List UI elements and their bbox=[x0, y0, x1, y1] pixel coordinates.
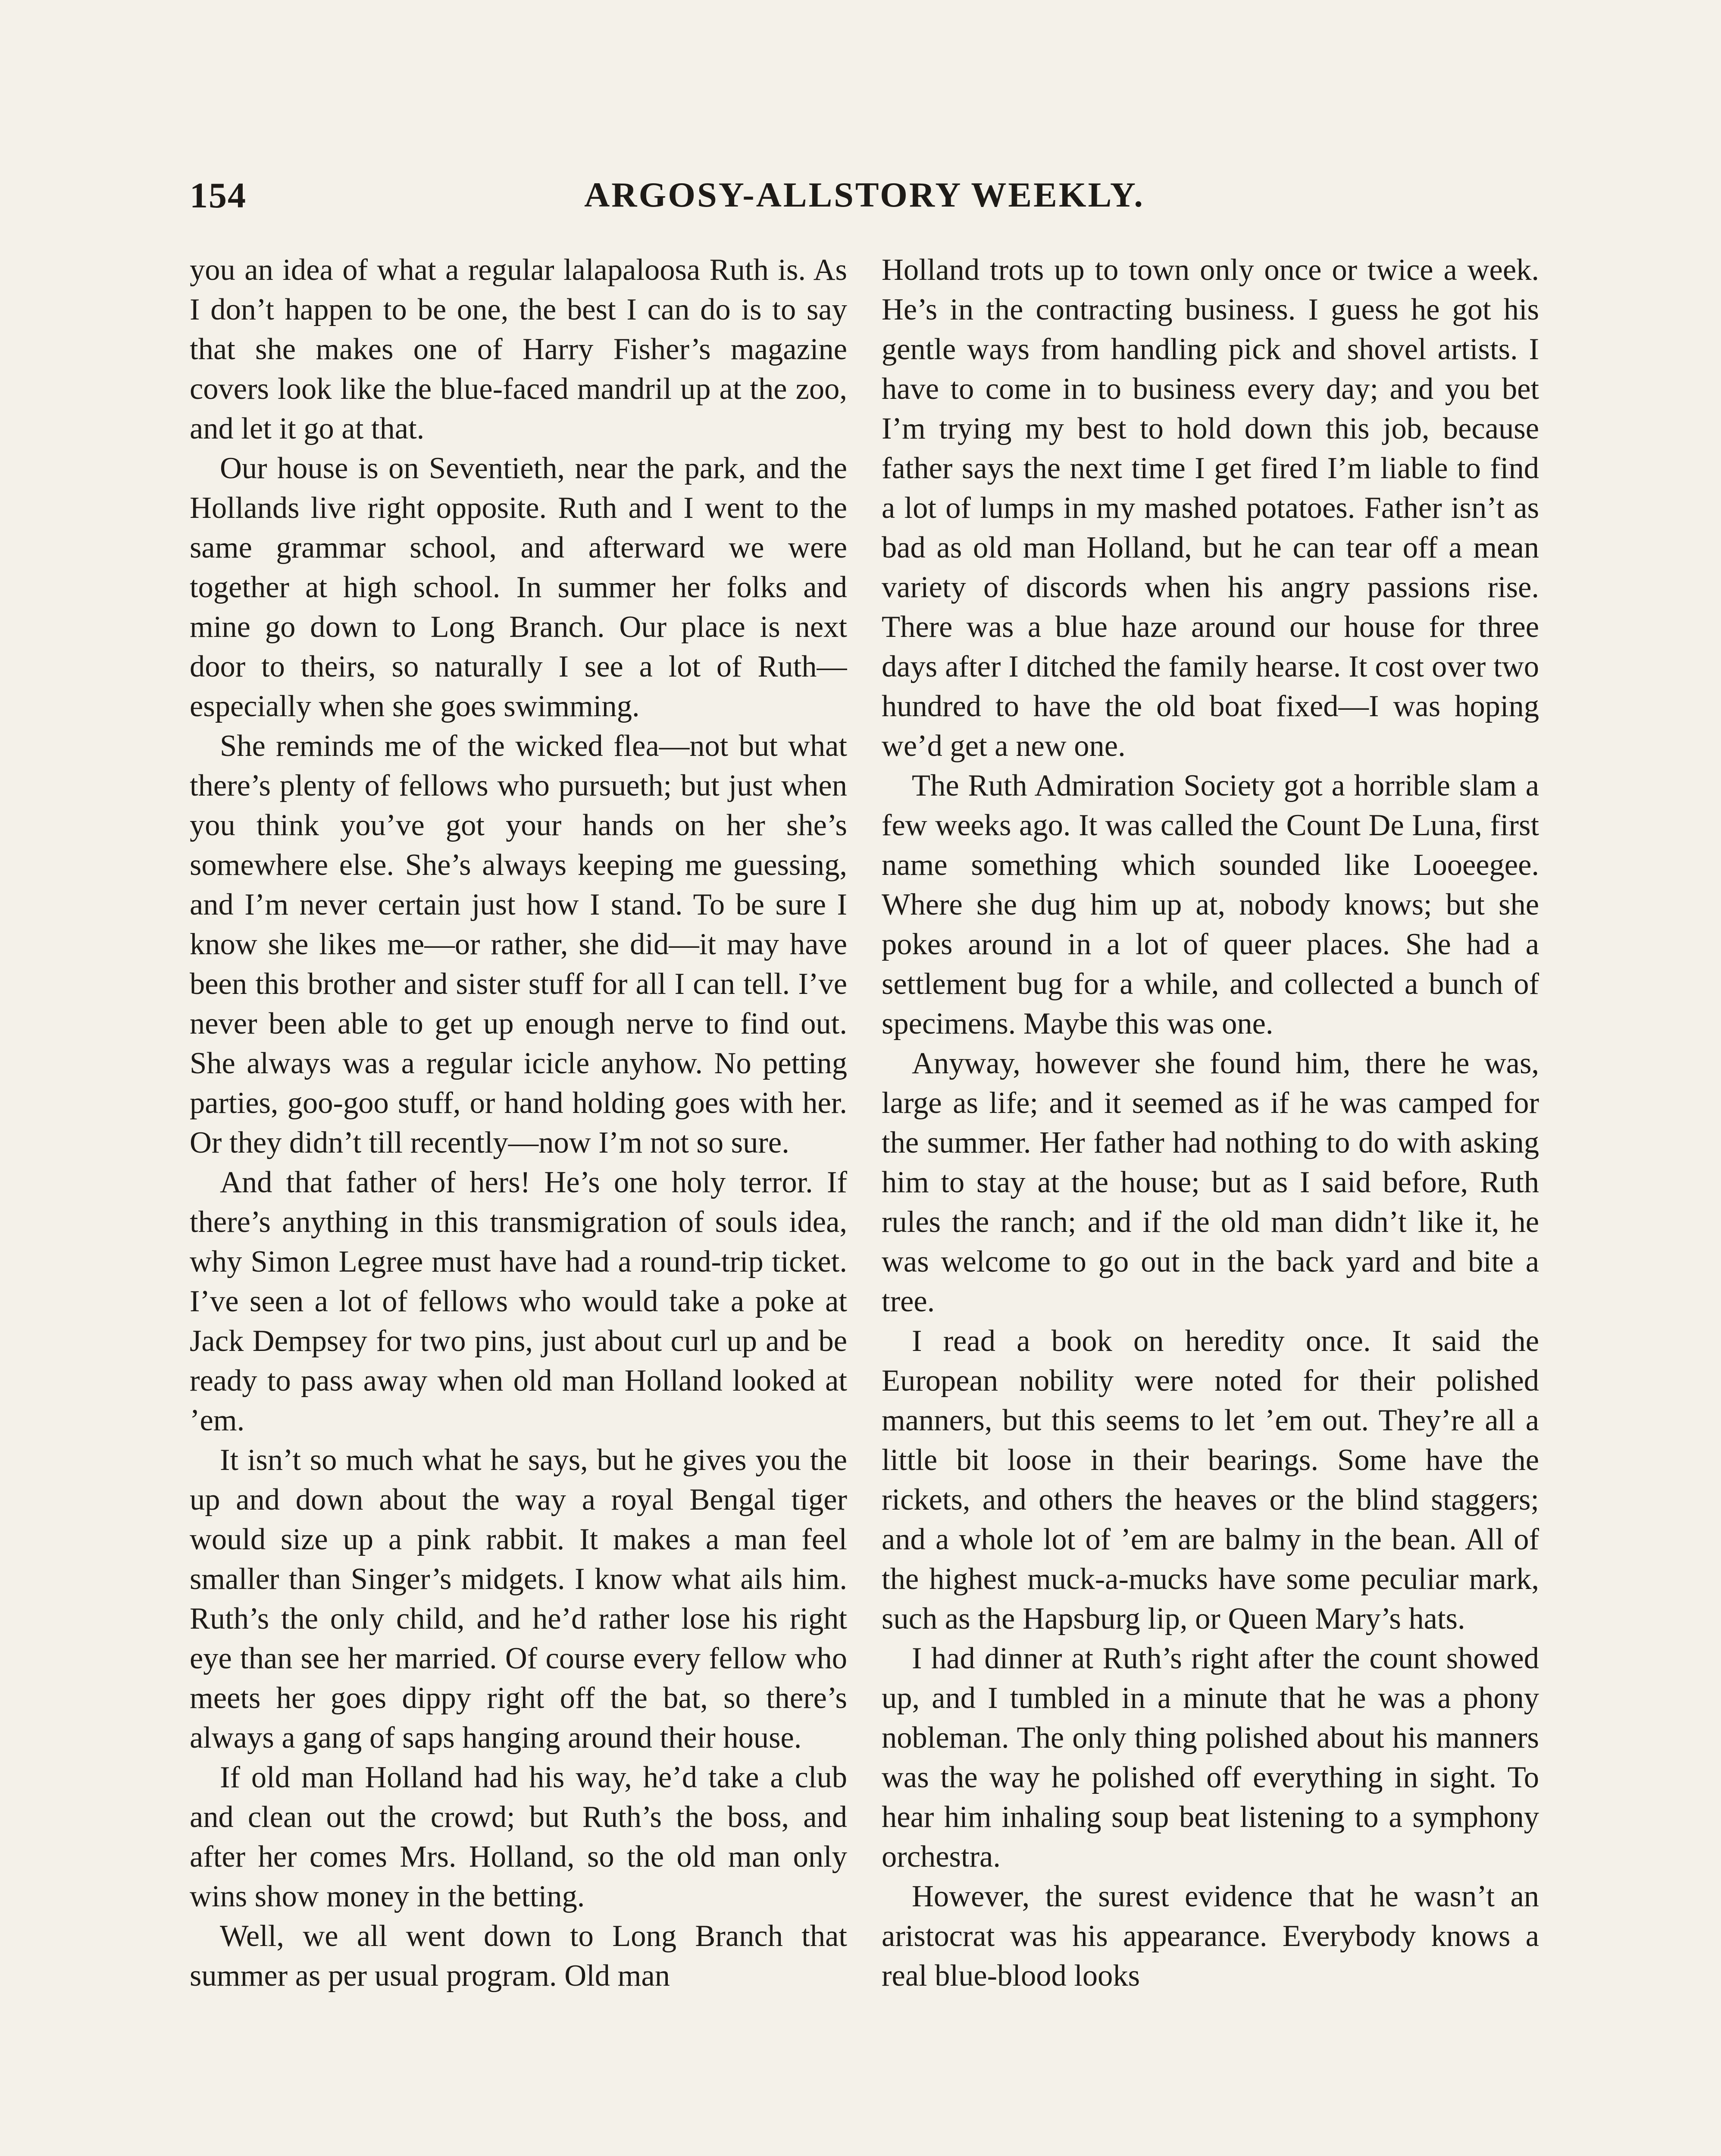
page-number: 154 bbox=[190, 175, 247, 216]
paragraph: I had dinner at Ruth’s right after the count showed up, and I tumbled in a minute that he was a phony nobleman. The only thing polished about his manners was the way he polished off everything in sight. To hear him inhaling soup beat listening to a symphony orchestra. bbox=[882, 1642, 1539, 1874]
paragraph: However, the surest evidence that he wasn’t an aristocrat was his appearance. Everybody knows a real blue-blood looks bbox=[882, 1880, 1539, 1993]
running-title: ARGOSY-ALLSTORY WEEKLY. bbox=[584, 175, 1145, 214]
paragraph: It isn’t so much what he says, but he gives you the up and down about the way a royal Bengal tiger would size up a pink rabbit. It makes a man feel smaller than Singer’s midgets. I know what ails him. Ruth’s the only child, and he’d rather lose his right eye than see her married. Of course every fellow who meets her goes dippy right off the bat, so there’s always a gang of saps hanging around their house. bbox=[190, 1443, 847, 1755]
paragraph: If old man Holland had his way, he’d take a club and clean out the crowd; but Ruth’s the boss, and after her comes Mrs. Holland, so the old man only wins show money in the betting. bbox=[190, 1761, 847, 1913]
paragraph: Anyway, however she found him, there he was, large as life; and it seemed as if he was camped for the summer. Her father had nothing to do with asking him to stay at the house; but as I said before, Ruth rules the ranch; and if the old man didn’t like it, he was welcome to go out in the back yard and bite a tree. bbox=[882, 1047, 1539, 1318]
paragraph: Well, we all went down to Long Branch that summer as per usual program. Old man bbox=[190, 1919, 847, 1993]
right-column bbox=[882, 250, 1539, 2156]
paragraph: Holland trots up to town only once or twice a week. He’s in the contracting business. I guess he got his gentle ways from handling pick and shovel artists. I have to come in to business every day; and you bet I’m trying my best to hold down this job, because father says the next time I get fired I’m liable to find a lot of lumps in my mashed potatoes. Father isn’t as bad as old man Holland, but he can tear off a mean variety of discords when his angry passions rise. There was a blue haze around our house for three days after I ditched the family hearse. It cost over two hundred to have the old boat fixed—I was hoping we’d get a new one. bbox=[882, 253, 1539, 763]
paragraph: Our house is on Seventieth, near the park, and the Hollands live right opposite. Ruth and I went to the same grammar school, and afterward we were together at high school. In summer her folks and mine go down to Long Branch. Our place is next door to theirs, so naturally I see a lot of Ruth—especially when she goes swimming. bbox=[190, 451, 847, 723]
page-header bbox=[190, 175, 1539, 226]
paragraph: She reminds me of the wicked flea—not but what there’s plenty of fellows who pursueth; but just when you think you’ve got your hands on her she’s somewhere else. She’s always keeping me guessing, and I’m never certain just how I stand. To be sure I know she likes me—or rather, she did—it may have been this brother and sister stuff for all I can tell. I’ve never been able to get up enough nerve to find out. She always was a regular icicle anyhow. No petting parties, goo-goo stuff, or hand holding goes with her. Or they didn’t till recently—now I’m not so sure. bbox=[190, 729, 847, 1159]
paragraph: And that father of hers! He’s one holy terror. If there’s anything in this transmigration of souls idea, why Simon Legree must have had a round-trip ticket. I’ve seen a lot of fellows who would take a poke at Jack Dempsey for two pins, just about curl up and be ready to pass away when old man Holland looked at ’em. bbox=[190, 1166, 847, 1437]
paragraph: you an idea of what a regular lalapaloosa Ruth is. As I don’t happen to be one, the best I can do is to say that she makes one of Harry Fisher’s magazine covers look like the blue-faced mandril up at the zoo, and let it go at that. bbox=[190, 253, 847, 445]
paragraph: I read a book on heredity once. It said the European nobility were noted for their polished manners, but this seems to let ’em out. They’re all a little bit loose in their bearings. Some have the rickets, and others the heaves or the blind staggers; and a whole lot of ’em are balmy in the bean. All of the highest muck-a-mucks have some peculiar mark, such as the Hapsburg lip, or Queen Mary’s hats. bbox=[882, 1324, 1539, 1636]
left-column bbox=[190, 250, 847, 2156]
paragraph: The Ruth Admiration Society got a horrible slam a few weeks ago. It was called the Count De Luna, first name something which sounded like Looeegee. Where she dug him up at, nobody knows; but she pokes around in a lot of queer places. She had a settlement bug for a while, and collected a bunch of specimens. Maybe this was one. bbox=[882, 769, 1539, 1040]
